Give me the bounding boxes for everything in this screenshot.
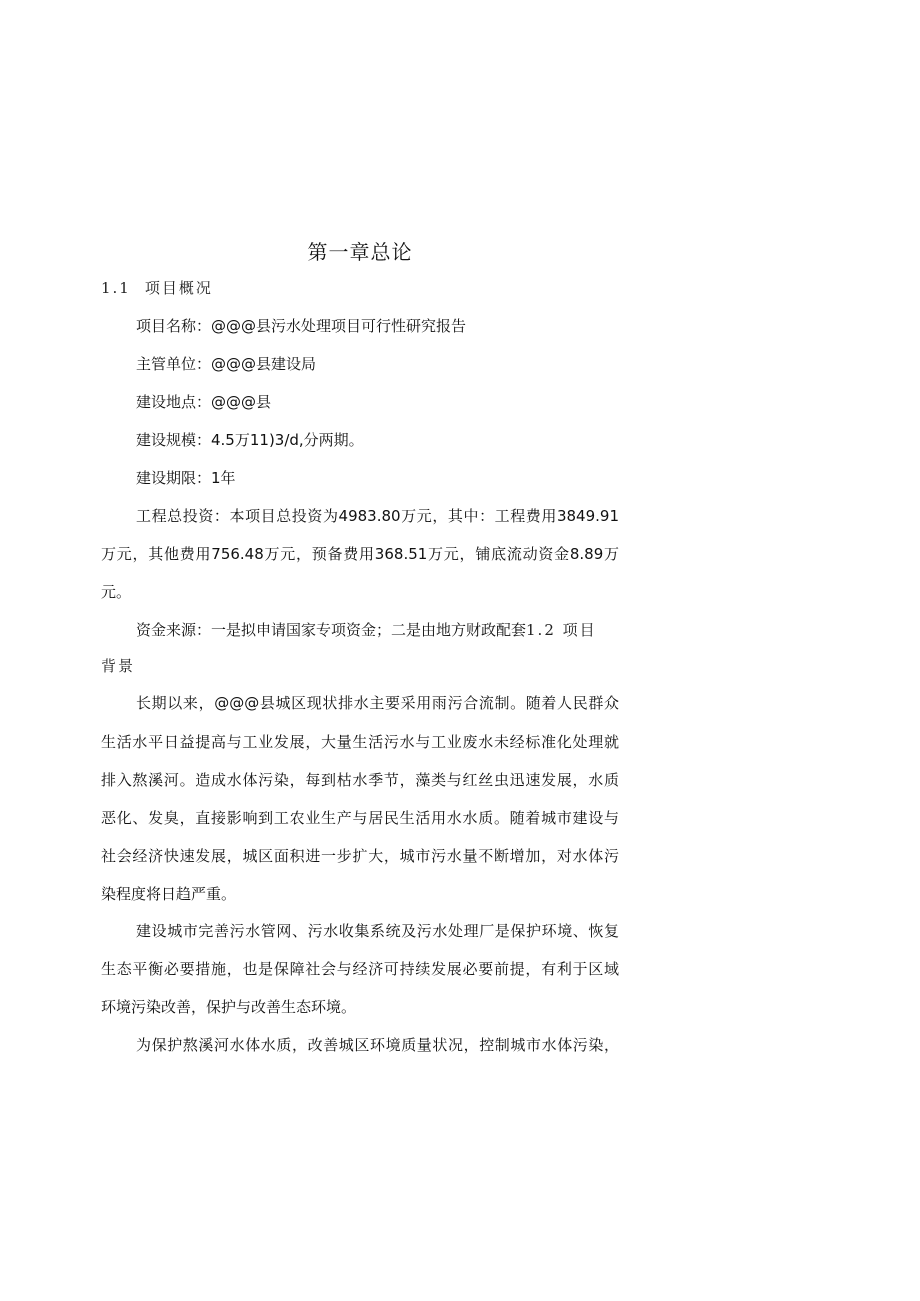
section-heading-1-2: 1.2 项目	[526, 621, 597, 639]
investment-line: 元。	[101, 583, 132, 601]
location-line: 建设地点：@@@县	[136, 393, 272, 411]
paragraph-line: 生态平衡必要措施，也是保障社会与经济可持续发展必要前提，有利于区域	[101, 960, 619, 978]
paragraph-line: 染程度将日趋严重。	[101, 885, 237, 903]
paragraph-line: 社会经济快速发展，城区面积进一步扩大，城市污水量不断增加，对水体污	[101, 847, 619, 865]
project-name-line: 项目名称：@@@县污水处理项目可行性研究报告	[136, 317, 467, 335]
paragraph-line: 为保护熬溪河水体水质，改善城区环境质量状况，控制城市水体污染，	[136, 1036, 619, 1054]
funding-line	[136, 619, 597, 640]
investment-line: 工程总投资：本项目总投资为4983.80万元，其中：工程费用3849.91	[136, 507, 619, 525]
period-line: 建设期限：1年	[136, 469, 236, 487]
section-number: 1.1	[101, 279, 131, 297]
section-heading-1-2-tail: 背景	[101, 657, 136, 675]
section-heading-1-1	[101, 277, 213, 298]
chapter-title: 第一章总论	[307, 240, 413, 264]
section-title: 项目概况	[144, 279, 213, 297]
paragraph-line: 生活水平日益提高与工业发展，大量生活污水与工业废水未经标准化处理就	[101, 733, 619, 751]
paragraph-line: 环境污染改善，保护与改善生态环境。	[101, 998, 357, 1016]
investment-line: 万元，其他费用756.48万元，预备费用368.51万元，铺底流动资金8.89万	[101, 545, 619, 563]
scale-line: 建设规模：4.5万11)3/d,分两期。	[136, 431, 364, 449]
paragraph-line: 长期以来，@@@县城区现状排水主要采用雨污合流制。随着人民群众	[136, 694, 619, 712]
paragraph-line: 恶化、发臭，直接影响到工农业生产与居民生活用水水质。随着城市建设与	[101, 809, 619, 827]
paragraph-line: 建设城市完善污水管网、污水收集系统及污水处理厂是保护环境、恢复	[136, 922, 619, 940]
funding-text: 资金来源：一是拟申请国家专项资金；二是由地方财政配套	[136, 621, 527, 639]
authority-line: 主管单位：@@@县建设局	[136, 355, 317, 373]
paragraph-line: 排入熬溪河。造成水体污染，每到枯水季节，藻类与红丝虫迅速发展，水质	[101, 771, 619, 789]
